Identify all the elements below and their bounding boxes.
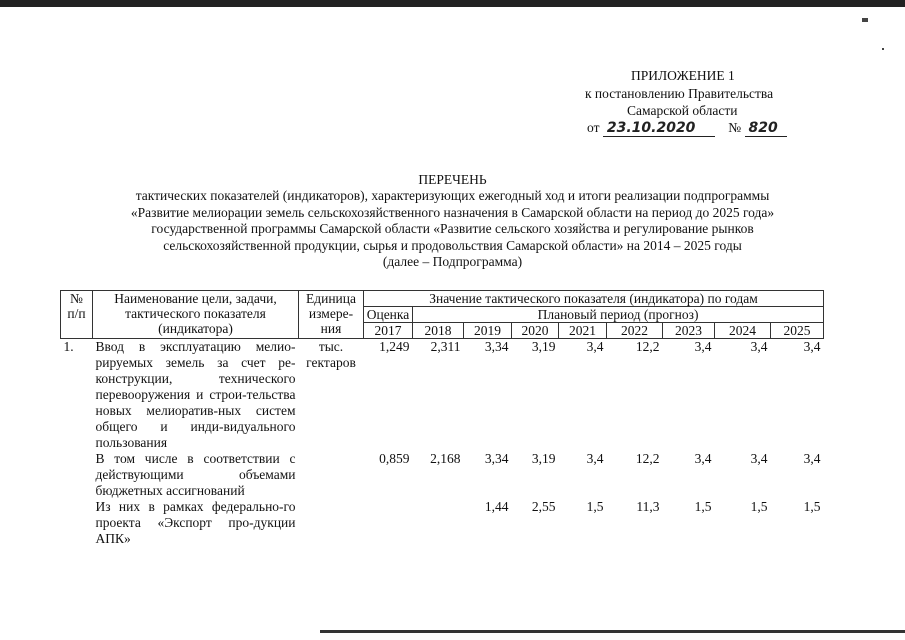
scan-speck: [882, 48, 884, 50]
header-year: 2022: [607, 323, 663, 339]
appendix-region: Самарской области: [627, 103, 738, 118]
header-plan-period: Плановый период (прогноз): [413, 307, 824, 323]
value-cell: 2,168: [430, 451, 461, 466]
value-cell: 3,4: [803, 339, 821, 354]
value-cell: 1,5: [803, 499, 821, 514]
header-unit: Единица измере-ния: [299, 291, 364, 339]
unit-cell: тыс. гектаров: [306, 339, 356, 370]
header-year: 2020: [512, 323, 559, 339]
title-heading: ПЕРЕЧЕНЬ: [418, 172, 487, 187]
value-cell: 11,3: [636, 499, 660, 514]
header-indicator-name: Наименование цели, задачи, тактического показателя (индикатора): [93, 291, 299, 339]
value-cell: 1,5: [586, 499, 604, 514]
scan-speck: [862, 18, 868, 22]
unit-cell: [299, 451, 364, 499]
value-cell: 0,859: [379, 451, 410, 466]
value-cell: 2,55: [531, 499, 556, 514]
value-cell: 3,4: [803, 451, 821, 466]
date-prefix: от: [587, 120, 600, 135]
indicator-name: В том числе в соответствии с действующими объемами бюджетных ассигнований: [95, 451, 296, 498]
header-year: 2021: [559, 323, 607, 339]
row-number: [61, 451, 93, 499]
table-row: [61, 499, 824, 547]
value-cell: 1,44: [484, 499, 509, 514]
header-values: Значение тактического показателя (индикатора) по годам: [364, 291, 824, 307]
value-cell: 3,34: [484, 451, 509, 466]
value-cell: 3,19: [531, 451, 556, 466]
indicator-name: Из них в рамках федерально-го проекта «Экспорт про-дукции АПК»: [95, 499, 296, 546]
value-cell: [364, 499, 413, 547]
indicator-name: Ввод в эксплуатацию мелио-рируемых земель за счет ре-конструкции, технического перевооружения и строи-тельства новых мелиоратив-ных систем общего и инди-видуального пользования: [95, 339, 296, 450]
decree-number: 820: [745, 120, 787, 137]
title-line: (далее – Подпрограмма): [382, 254, 523, 270]
appendix-ref: к постановлению Правительства: [585, 86, 774, 101]
table-row: [61, 451, 824, 499]
document-title: [0, 172, 905, 270]
value-cell: 3,34: [484, 339, 509, 354]
decree-line: [587, 120, 787, 137]
value-cell: 3,4: [586, 339, 604, 354]
decree-date: 23.10.2020: [603, 120, 715, 137]
value-cell: 1,5: [694, 499, 712, 514]
header-number: № п/п: [61, 291, 93, 339]
header-year: 2017: [364, 323, 413, 339]
value-cell: 2,311: [430, 339, 461, 354]
value-cell: 3,4: [586, 451, 604, 466]
table-row: [61, 339, 824, 452]
appendix-title: ПРИЛОЖЕНИЕ 1: [631, 68, 735, 83]
header-year: 2023: [663, 323, 715, 339]
value-cell: 12,2: [635, 451, 660, 466]
header-year: 2024: [715, 323, 771, 339]
scan-top-edge: [0, 0, 905, 7]
value-cell: 3,4: [694, 451, 712, 466]
unit-cell: [299, 499, 364, 547]
value-cell: 3,19: [531, 339, 556, 354]
value-cell: 3,4: [694, 339, 712, 354]
value-cell: 12,2: [635, 339, 660, 354]
header-year: 2018: [413, 323, 464, 339]
value-cell: 1,5: [750, 499, 768, 514]
value-cell: 1,249: [379, 339, 410, 354]
header-estimate: Оценка: [364, 307, 413, 323]
indicators-table: [60, 290, 824, 547]
header-year: 2019: [464, 323, 512, 339]
title-line: сельскохозяйственной продукции, сырья и продовольствия Самарской области» на 2014 – 2025 годы: [163, 237, 742, 253]
title-line: тактических показателей (индикаторов), характеризующих ежегодный ход и итоги реализации подпрограммы: [135, 188, 770, 204]
scan-bottom-line: [320, 630, 905, 633]
row-number: 1.: [63, 339, 74, 354]
title-line: государственной программы Самарской области «Развитие сельского хозяйства и регулирование рынков: [151, 221, 754, 237]
row-number: [61, 499, 93, 547]
value-cell: 3,4: [750, 339, 768, 354]
value-cell: [413, 499, 464, 547]
title-line: «Развитие мелиорации земель сельскохозяйственного назначения в Самарской области на период до 2025 года»: [130, 204, 775, 220]
header-year: 2025: [771, 323, 824, 339]
value-cell: 3,4: [750, 451, 768, 466]
number-prefix: №: [728, 120, 742, 135]
